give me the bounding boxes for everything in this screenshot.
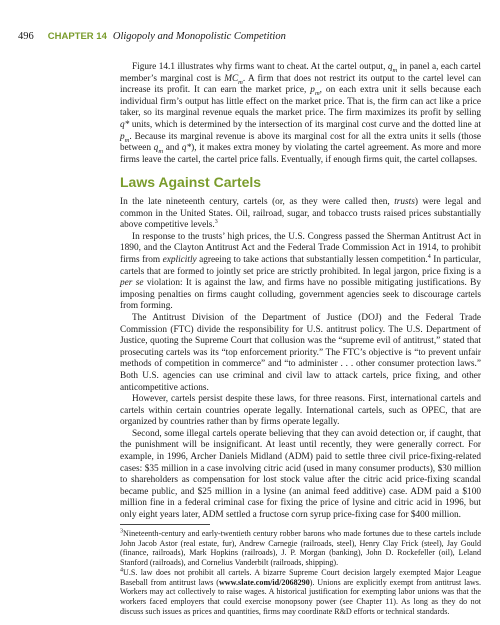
- body-paragraph: The Antitrust Division of the Department of Justice (DOJ) and the Federal Trade Commission (FTC) divide the responsibility for U.S. antitrust policy. The U.S. Department of Justice, quoting the Supreme Court that collusion was the “supreme evil of antitrust,” stated that prosecuting cartels was its “top enforcement priority.” The FTC’s objective is “to prevent unfair methods of competition in commerce” and “to administer . . . other consumer protection laws.” Both U.S. agencies can use criminal and civil law to attack cartels, price fixing, and other anticompetitive actions.: [120, 312, 481, 393]
- emphasis-text: per se: [120, 278, 144, 289]
- math-symbol: q: [387, 62, 393, 72]
- math-subscript: m: [124, 136, 130, 144]
- math-subscript: m: [238, 78, 243, 86]
- footnote-text: U.S. law does not prohibit all cartels. A bizarre Supreme Court decision largely exempted Major League Baseball from antitrust laws (: [120, 567, 481, 587]
- body-paragraph: [120, 232, 481, 313]
- footnote: [120, 529, 481, 568]
- text-run: In the late nineteenth century, cartels (or, as they were called then,: [120, 197, 395, 207]
- footnote-number: 3: [120, 528, 123, 535]
- text-run: in panel a, each cartel member’s marginal cost is: [120, 62, 482, 84]
- footnote-marker[interactable]: 4: [427, 253, 431, 260]
- section-body: [120, 197, 481, 522]
- text-run: , on each extra unit it sells because each individual firm’s output has little effect on the market price. That is, the firm can act like a price taker, so its marginal revenue equals the market price. The firm maximizes its profit by selling: [120, 85, 481, 119]
- intro-paragraph: [120, 62, 481, 166]
- math-symbol: MC: [224, 73, 239, 84]
- math-symbol: p: [310, 85, 315, 96]
- footnote-marker[interactable]: 3: [214, 219, 218, 226]
- math-subscript: m: [392, 66, 398, 74]
- body-paragraph: [120, 197, 481, 232]
- text-run: ) were legal and common in the United States. Oil, railroad, sugar, and tobacco trusts raised prices substantially above competitive levels.: [120, 197, 481, 231]
- footnote-url-link[interactable]: www.slate.com/id/2068290: [218, 577, 310, 587]
- text-run: . A firm that does not restrict its output to the cartel level can increase its profit. It can earn the market price,: [120, 73, 481, 96]
- text-run: Figure 14.1 illustrates why firms want to cheat. At the cartel output,: [132, 62, 388, 72]
- text-run: . Because its marginal revenue is above its marginal cost for all the extra units it sells (those between: [120, 131, 481, 154]
- running-header: [18, 30, 488, 44]
- chapter-title: Oligopoly and Monopolistic Competition: [112, 31, 286, 42]
- text-run: In particular, cartels that are formed to jointly set price are strictly prohibited. In legal jargon, price fixing is a: [120, 254, 481, 277]
- emphasis-text: trusts: [394, 197, 415, 207]
- emphasis-text: explicitly: [162, 254, 197, 265]
- footnote-text: Nineteenth-century and early-twentieth century robber barons who made fortunes due to these cartels include John Jacob Astor (real estate, fur), Andrew Carnegie (railroads, steel), Henry Clay Frick (steel), Jay Gould (finance, railroads), Mark Hopkins (railroads), J. P. Morgan (banking), John D. Rockefeller (oil), Leland Stanford (railroads), and Cornelius Vanderbilt (railroads, shipping).: [120, 529, 481, 568]
- math-symbol: q*: [181, 143, 192, 154]
- footnote-text: ). Unions are explicitly exempt from antitrust laws. Workers may act collectively to raise wages. A historical justification for exempting labor unions was that the workers faced employers that could exercise monopsony power (see Chapter 11). As long as they do not discuss such issues as prices and quantities, firms may coordinate R&D efforts or technical standards.: [120, 577, 481, 616]
- text-run: violation: It is against the law, and firms have no possible mitigating justifications. By imposing penalties on firms caught colluding, government agencies seek to discourage cartels from forming.: [120, 278, 481, 312]
- body-paragraph: Second, some illegal cartels operate believing that they can avoid detection or, if caught, that the punishment will be insignificant. At least until recently, they were generally correct. For example, in 1996, Archer Daniels Midland (ADM) paid to settle three civil price-fixing-related cases: $35 million in a case involving citric acid (used in many consumer products), $30 million to shareholders as compensation for lost stock value after the citric acid price-fixing scandal became public, and $25 million in a lysine (an animal feed additive) case. ADM paid a $100 million fine in a federal criminal case for fixing the price of lysine and citric acid in 1996, but only eight years later, ADM settled a fructose corn syrup price-fixing case for $400 million.: [120, 428, 481, 521]
- section-heading: Laws Against Cartels: [120, 174, 262, 190]
- footnote: [120, 568, 481, 617]
- text-run: ), it makes extra money by violating the cartel agreement. As more and more firms leave the cartel, the cartel price falls. Eventually, if enough firms quit, the cartel collapses.: [120, 143, 481, 165]
- chapter-label: CHAPTER 14: [47, 31, 107, 42]
- page-number: 496: [18, 31, 34, 42]
- math-symbol: p: [120, 131, 125, 142]
- text-run: units, which is determined by the intersection of its marginal cost curve and the dotted line at: [129, 119, 481, 130]
- math-subscript: m: [314, 90, 320, 98]
- math-subscript: m: [158, 148, 164, 156]
- math-symbol: q: [153, 143, 159, 154]
- intro-paragraph-block: [120, 62, 481, 166]
- body-paragraph: However, cartels persist despite these laws, for three reasons. First, international cartels and cartels within certain countries operate legally. International cartels, such as OPEC, that are organized by countries rather than by firms operate legally.: [120, 394, 481, 428]
- text-run: agreeing to take actions that substantially lessen competition.: [196, 254, 428, 265]
- footnote-divider: [120, 524, 210, 525]
- math-symbol: q*: [120, 119, 130, 130]
- footnote-number: 4: [120, 567, 123, 574]
- text-run: and: [163, 143, 182, 154]
- footnotes: [120, 529, 481, 616]
- text-run: In response to the trusts’ high prices, the U.S. Congress passed the Sherman Antitrust Act in 1890, and the Clayton Antitrust Act and the Federal Trade Commission Act in 1914, to prohibit firms from: [120, 231, 481, 265]
